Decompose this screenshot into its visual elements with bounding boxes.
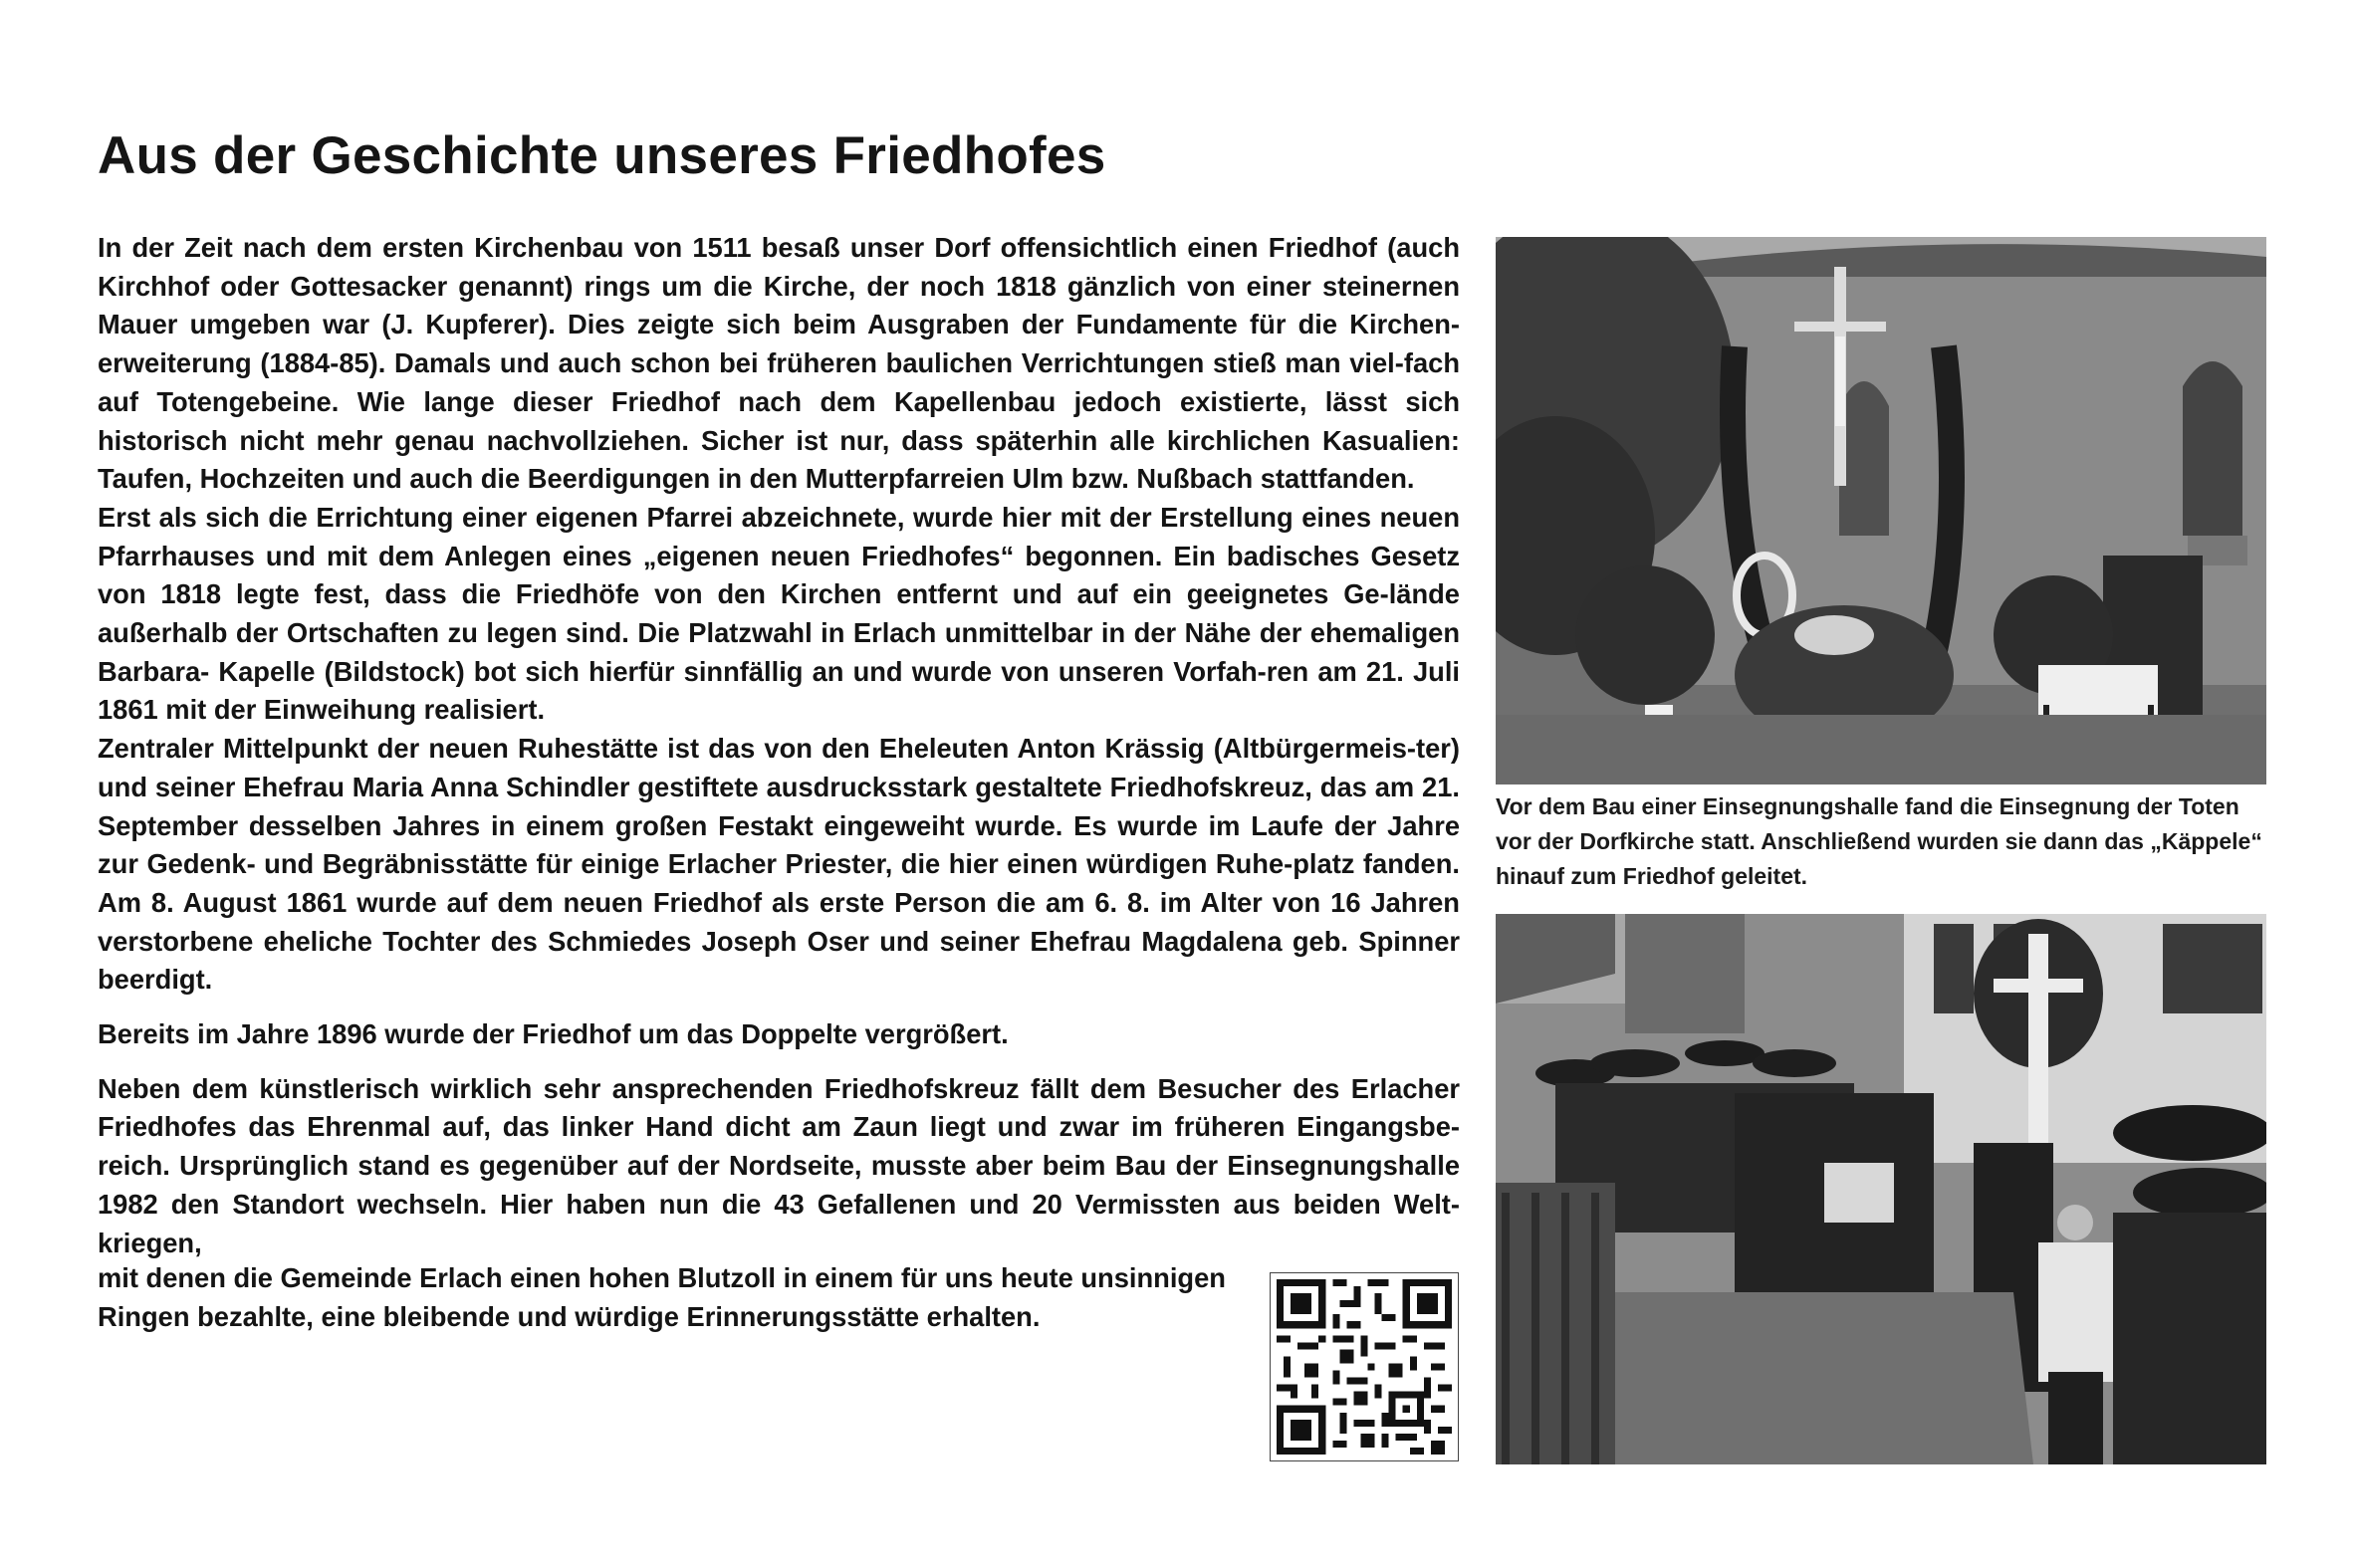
photo-church-blessing (1496, 237, 2266, 784)
paragraph-4: Bereits im Jahre 1896 wurde der Friedhof um das Doppelte vergrößert. (98, 1018, 1009, 1050)
paragraph-5-end: mit denen die Gemeinde Erlach einen hohen Blutzoll in einem für uns heute unsinnigen Ringen bezahlte, eine bleibende und würdige Erinnerungsstätte erhalten. (98, 1262, 1226, 1332)
photo-caption: Vor dem Bau einer Einsegnungshalle fand die Einsegnung der Toten vor der Dorfkirche statt. Anschließend wurden sie dann das „Käppele“ hinauf zum Friedhof geleitet. (1496, 793, 2262, 889)
paragraph-5: Neben dem künstlerisch wirklich sehr ansprechenden Friedhofskreuz fällt dem Besucher des Erlacher Friedhofes das Ehrenmal auf, das linker Hand dicht am Zaun liegt und zwar im früheren Eingangsbe-reich. Ursprünglich stand es gegenüber auf der Nordseite, musste aber beim Bau der Einsegnungshalle 1982 den Standort wechseln. Hier haben nun die 43 Gefallenen und 20 Vermissten aus beiden Welt-kriegen, (98, 1072, 1460, 1258)
paragraph-3: Zentraler Mittelpunkt der neuen Ruhestätte ist das von den Eheleuten Anton Krässig (Altbürgermeis-ter) und seiner Ehefrau Maria Anna Schindler gestiftete ausdrucksstark gestaltete Friedhofskreuz, das am 21. September desselben Jahres in einem großen Festakt eingeweiht wurde. Es wurde im Laufe der Jahre zur Gedenk- und Begräbnisstätte für einige Erlacher Priester, die hier einen würdigen Ruhe-platz fanden. Am 8. August 1861 wurde auf dem neuen Friedhof als erste Person die am 6. 8. im Alter von 16 Jahren verstorbene eheliche Tochter des Schmiedes Joseph Oser und seiner Ehefrau Magdalena geb. Spinner beerdigt. (98, 733, 1460, 996)
article-body (98, 229, 1460, 1262)
paragraph-2: Erst als sich die Errichtung einer eigenen Pfarrei abzeichnete, wurde hier mit der Erstellung eines neuen Pfarrhauses und mit dem Anlegen eines „eigenen neuen Friedhofes“ begonnen. Ein badisches Gesetz von 1818 legte fest, dass die Friedhöfe von den Kirchen entfernt und auf ein geeignetes Ge-lände außerhalb der Ortschaften zu legen sind. Die Platzwahl in Erlach unmittelbar in der Nähe der ehemaligen Barbara- Kapelle (Bildstock) bot sich hierfür sinnfällig an und wurde von unseren Vorfah-ren am 21. Juli 1861 mit der Einweihung realisiert. (98, 501, 1460, 726)
qr-code[interactable] (1270, 1272, 1459, 1461)
photo-funeral-procession (1496, 914, 2266, 1464)
page-title: Aus der Geschichte unseres Friedhofes (98, 126, 1106, 185)
paragraph-1: In der Zeit nach dem ersten Kirchenbau von 1511 besaß unser Dorf offensichtlich einen Friedhof (auch Kirchhof oder Gottesacker genannt) rings um die Kirche, der noch 1818 gänzlich von einer steinernen Mauer umgeben war (J. Kupferer). Dies zeigte sich beim Ausgraben der Fundamente für die Kirchen-erweiterung (1884-85). Damals und auch schon bei früheren baulichen Verrichtungen stieß man viel-fach auf Totengebeine. Wie lange dieser Friedhof nach dem Kapellenbau jedoch existierte, lässt sich historisch nicht mehr genau nachvollziehen. Sicher ist nur, dass späterhin alle kirchlichen Kasualien: Taufen, Hochzeiten und auch die Beerdigungen in den Mutterpfarreien Ulm bzw. Nußbach stattfanden. (98, 232, 1460, 495)
